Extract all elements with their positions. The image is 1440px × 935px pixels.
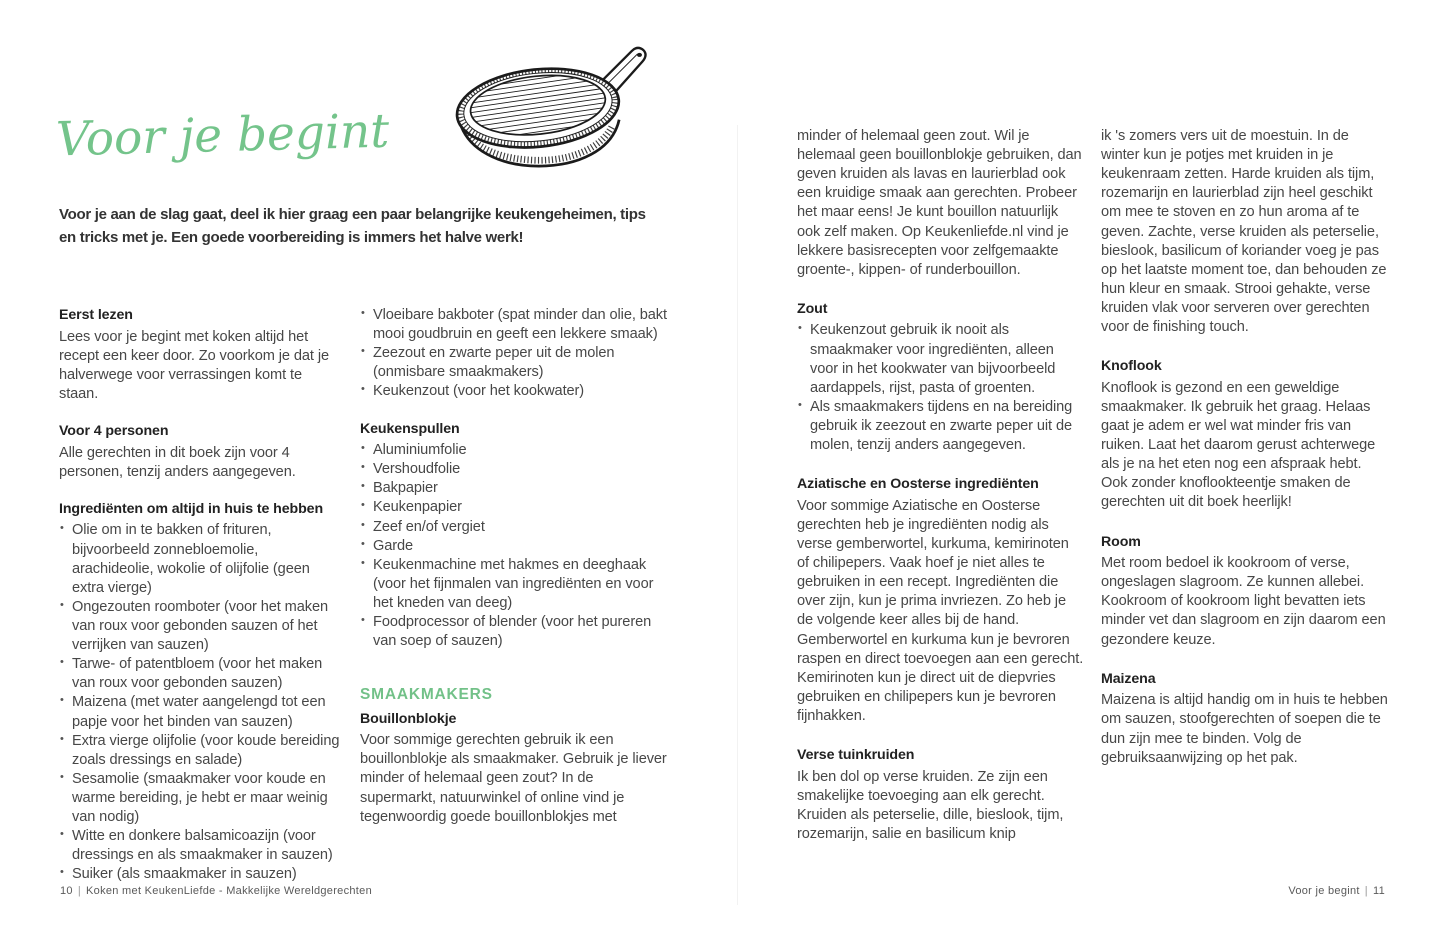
keukenspullen-list xyxy=(360,441,668,651)
continued-paragraph: minder of helemaal geen zout. Wil je helemaal geen bouillonblokje gebruiken, dan geven kruiden als lavas en laurierblad ook een kruidige smaak aan gerechten. Probeer het maar eens! Je kunt bouillon natuurlijk ook zelf maken. Op Keukenliefde.nl vind je lekkere basisrecepten voor zelfgemaakte groente-, kippen- of runderbouillon. xyxy=(797,128,1082,278)
section-verse-tuinkruiden xyxy=(797,746,1084,844)
footer-left xyxy=(60,885,372,897)
section-body: Ik ben dol op verse kruiden. Ze zijn een smakelijke toevoeging aan elk gerecht. Kruiden als peterselie, dille, bieslook, tijm, rozemarijn, salie en basilicum knip xyxy=(797,768,1064,843)
intro-text: Voor je aan de slag gaat, deel ik hier graag een paar belangrijke keukengeheimen, tips en tricks met je. Een goede voorbereiding is immers het halve werk! xyxy=(59,206,646,246)
smaakmakers-heading: SMAAKMAKERS xyxy=(360,686,493,704)
section-bouillonblokje xyxy=(360,710,668,827)
section-heading: Knoflook xyxy=(1101,358,1162,375)
section-heading: Aziatische en Oosterse ingrediënten xyxy=(797,476,1039,493)
page-number: 10 xyxy=(60,885,73,897)
footer-right xyxy=(1288,885,1385,897)
book-title: Koken met KeukenLiefde - Makkelijke Wereldgerechten xyxy=(86,885,372,897)
list-item: • Extra vierge olijfolie (voor koude bereiding zoals dressings en salade) xyxy=(59,732,343,770)
section-body: Maizena is altijd handig om in huis te hebben om sauzen, stoofgerechten of soepen die te dun zijn mee te binden. Volg de gebruiksaanwijzing op het pak. xyxy=(1101,692,1388,766)
list-item: • Sesamolie (smaakmaker voor koude en warme bereiding, je hebt er maar weinig van nodig) xyxy=(59,770,343,827)
ingredient-list xyxy=(59,521,343,884)
frying-pan-icon xyxy=(448,42,653,178)
list-item: • Keukenpapier xyxy=(360,498,668,517)
section-room xyxy=(1101,533,1389,650)
continued-paragraph: ik 's zomers vers uit de moestuin. In de winter kun je potjes met kruiden in je keukenraam zetten. Harde kruiden als tijm, rozemarijn en laurierblad zijn heel geschikt om mee te stoven en zo hun aroma af te geven. Zachte, verse kruiden als peterselie, bieslook, basilicum of koriander voeg je pas op het laatste moment toe, dan behouden ze hun kleur en smaak. Strooi gehakte, verse kruiden vlak voor serveren over gerechten voor de finishing touch. xyxy=(1101,128,1387,336)
list-item: • Witte en donkere balsamicoazijn (voor dressings en als smaakmaker in sauzen) xyxy=(59,827,343,865)
column-3 xyxy=(797,127,1084,844)
column-2 xyxy=(360,306,668,827)
list-item: • Ongezouten roomboter (voor het maken van roux voor gebonden sauzen of het verrijken van sauzen) xyxy=(59,598,343,655)
section-keukenspullen xyxy=(360,420,668,652)
column-1 xyxy=(59,306,343,885)
section-voor-4-personen xyxy=(59,422,343,482)
list-item: • Aluminiumfolie xyxy=(360,441,668,460)
section-body: Met room bedoel ik kookroom of verse, ongeslagen slagroom. Ze kunnen allebei. Kookroom of kookroom light bevatten iets minder vet dan slagroom en zijn daarom een gezondere keuze. xyxy=(1101,555,1386,648)
section-heading: Keukenspullen xyxy=(360,420,460,437)
section-eerst-lezen xyxy=(59,306,343,404)
list-item: • Suiker (als smaakmaker in sauzen) xyxy=(59,865,343,884)
footer-separator: | xyxy=(77,885,82,897)
footer-separator: | xyxy=(1364,885,1368,897)
list-item: • Bakpapier xyxy=(360,479,668,498)
section-body: Knoflook is gezond en een geweldige smaakmaker. Ik gebruik het graag. Helaas gaat je adem er wel wat minder fris van ruiken. Laat het daarom gerust achterwege als je na het eten nog een afspraak hebt. Ook zonder knoflookteentje smaken de gerechten uit dit boek heerlijk! xyxy=(1101,379,1376,511)
section-maizena xyxy=(1101,670,1389,768)
ingredient-list-continued xyxy=(360,306,668,402)
section-heading: Ingrediënten om altijd in huis te hebben xyxy=(59,500,324,517)
section-zout xyxy=(797,300,1084,455)
list-item: • Keukenzout (voor het kookwater) xyxy=(360,382,668,401)
section-heading: Room xyxy=(1101,533,1141,550)
section-heading: Verse tuinkruiden xyxy=(797,747,915,764)
list-item: • Garde xyxy=(360,537,668,556)
list-item: • Keukenzout gebruik ik nooit als smaakmaker voor ingrediënten, alleen voor in het kookwater van bijvoorbeeld aardappels, rijst, pasta of groenten. xyxy=(797,321,1084,397)
page-gutter xyxy=(737,125,738,905)
section-body: Voor sommige Aziatische en Oosterse gerechten heb je ingrediënten nodig als verse gemberwortel, kurkuma, kemirinoten of chilipepers. Vaak hoef je niet alles te gebruiken in een recept. Ingrediënten die over zijn, kun je prima invriezen. Zo heb je de volgende keer alles bij de hand. Gemberwortel en kurkuma kun je bevroren raspen en direct toevoegen aan een gerecht. Kemirinoten kun je direct uit de diepvries gebruiken en chilipepers kun je bevroren fijnhakken. xyxy=(797,497,1084,725)
section-heading: Maizena xyxy=(1101,670,1156,687)
list-item: • Maizena (met water aangelengd tot een papje voor het binden van sauzen) xyxy=(59,693,343,731)
list-item: • Keukenmachine met hakmes en deeghaak (voor het fijnmalen van ingrediënten en voor het kneden van deeg) xyxy=(360,556,668,613)
section-body: Lees voor je begint met koken altijd het recept een keer door. Zo voorkom je dat je halverwege voor verrassingen komt te staan. xyxy=(59,328,329,402)
section-heading: Bouillonblokje xyxy=(360,710,457,727)
list-item: • Foodprocessor of blender (voor het pureren van soep of sauzen) xyxy=(360,613,668,651)
page-title: Voor je begint xyxy=(55,103,390,168)
list-item: • Als smaakmakers tijdens en na bereiding gebruik ik zeezout en zwarte peper uit de molen, tenzij anders aangegeven. xyxy=(797,398,1084,455)
section-heading: Zout xyxy=(797,300,828,317)
chapter-title: Voor je begint xyxy=(1288,885,1360,897)
section-ingredienten xyxy=(59,500,343,885)
list-item: • Vloeibare bakboter (spat minder dan olie, bakt mooi goudbruin en geeft een lekkere smaak) xyxy=(360,306,668,344)
list-item: • Tarwe- of patentbloem (voor het maken van roux voor gebonden sauzen) xyxy=(59,655,343,693)
section-body: Alle gerechten in dit boek zijn voor 4 personen, tenzij anders aangegeven. xyxy=(59,444,296,480)
zout-list xyxy=(797,321,1084,455)
column-4 xyxy=(1101,127,1389,768)
section-knoflook xyxy=(1101,357,1389,512)
section-heading: Eerst lezen xyxy=(59,307,133,323)
list-item: • Vershoudfolie xyxy=(360,460,668,479)
section-heading: Voor 4 personen xyxy=(59,423,169,440)
section-aziatische-ingredienten xyxy=(797,475,1084,726)
section-body: Voor sommige gerechten gebruik ik een bouillonblokje als smaakmaker. Gebruik je liever minder of helemaal geen zout? In de supermarkt, natuurwinkel of online vind je tegenwoordig goede bouillonblokjes met xyxy=(360,732,667,825)
list-item: • Zeezout en zwarte peper uit de molen (onmisbare smaakmakers) xyxy=(360,344,668,382)
list-item: • Zeef en/of vergiet xyxy=(360,518,668,537)
list-item: • Olie om in te bakken of frituren, bijvoorbeeld zonnebloemolie, arachideolie, wokolie of olijfolie (geen extra vierge) xyxy=(59,521,343,597)
page-number: 11 xyxy=(1372,885,1385,897)
